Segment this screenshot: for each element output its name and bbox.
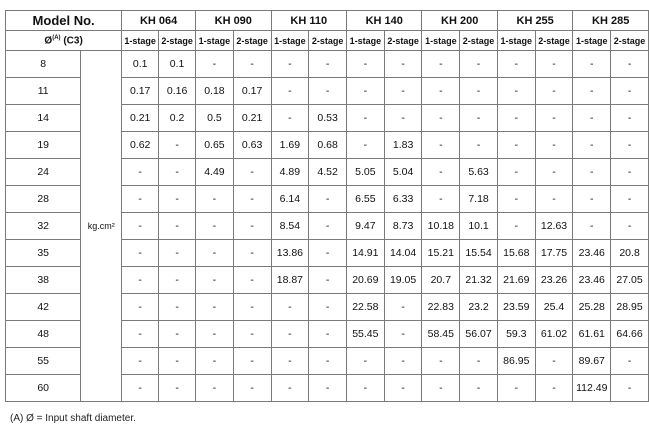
inertia-value-cell: 59.3 bbox=[497, 321, 535, 348]
inertia-value-cell: - bbox=[233, 321, 271, 348]
footnote: (A) Ø = Input shaft diameter. bbox=[10, 413, 136, 424]
stage-label: 1-stage bbox=[573, 31, 611, 51]
inertia-value-cell: - bbox=[233, 186, 271, 213]
inertia-value-cell: - bbox=[611, 132, 649, 159]
inertia-value-cell: - bbox=[196, 321, 234, 348]
stage-label: 1-stage bbox=[422, 31, 460, 51]
stage-label: 1-stage bbox=[271, 31, 309, 51]
inertia-value-cell: - bbox=[233, 213, 271, 240]
inertia-value-cell: 0.21 bbox=[233, 105, 271, 132]
inertia-value-cell: - bbox=[422, 78, 460, 105]
inertia-value-cell: - bbox=[346, 51, 384, 78]
stage-label: 1-stage bbox=[497, 31, 535, 51]
model-kh255: KH 255 bbox=[497, 11, 572, 31]
inertia-value-cell: 0.2 bbox=[159, 105, 196, 132]
stage-label: 1-stage bbox=[122, 31, 159, 51]
diameter-cell: 35 bbox=[6, 240, 81, 267]
model-kh090: KH 090 bbox=[196, 11, 271, 31]
inertia-value-cell: - bbox=[159, 294, 196, 321]
inertia-value-cell: 14.91 bbox=[346, 240, 384, 267]
inertia-value-cell: - bbox=[422, 159, 460, 186]
model-no-label: Model No. bbox=[6, 11, 122, 31]
inertia-value-cell: - bbox=[159, 375, 196, 402]
inertia-value-cell: - bbox=[346, 105, 384, 132]
inertia-value-cell: - bbox=[122, 375, 159, 402]
inertia-value-cell: 23.26 bbox=[535, 267, 573, 294]
inertia-value-cell: - bbox=[422, 105, 460, 132]
inertia-value-cell: - bbox=[309, 375, 347, 402]
inertia-value-cell: 5.04 bbox=[384, 159, 422, 186]
inertia-value-cell: - bbox=[309, 51, 347, 78]
stage-label: 2-stage bbox=[309, 31, 347, 51]
stage-label: 2-stage bbox=[611, 31, 649, 51]
inertia-value-cell: - bbox=[460, 78, 498, 105]
inertia-value-cell: - bbox=[233, 348, 271, 375]
diameter-cell: 32 bbox=[6, 213, 81, 240]
diameter-cell: 8 bbox=[6, 51, 81, 78]
inertia-value-cell: - bbox=[122, 348, 159, 375]
model-kh110: KH 110 bbox=[271, 11, 346, 31]
inertia-value-cell: - bbox=[196, 240, 234, 267]
inertia-value-cell: - bbox=[535, 132, 573, 159]
model-kh200: KH 200 bbox=[422, 11, 497, 31]
inertia-value-cell: 8.54 bbox=[271, 213, 309, 240]
inertia-value-cell: - bbox=[535, 348, 573, 375]
inertia-value-cell: - bbox=[271, 375, 309, 402]
inertia-value-cell: - bbox=[611, 51, 649, 78]
inertia-value-cell: - bbox=[535, 51, 573, 78]
inertia-spec-table bbox=[5, 10, 649, 402]
inertia-value-cell: - bbox=[159, 267, 196, 294]
inertia-value-cell: - bbox=[384, 375, 422, 402]
table-row bbox=[6, 51, 649, 78]
inertia-value-cell: 0.1 bbox=[159, 51, 196, 78]
inertia-value-cell: - bbox=[460, 375, 498, 402]
inertia-value-cell: - bbox=[460, 51, 498, 78]
inertia-value-cell: 22.83 bbox=[422, 294, 460, 321]
inertia-value-cell: 61.61 bbox=[573, 321, 611, 348]
inertia-value-cell: - bbox=[611, 348, 649, 375]
inertia-value-cell: - bbox=[497, 105, 535, 132]
inertia-value-cell: 10.18 bbox=[422, 213, 460, 240]
inertia-value-cell: 61.02 bbox=[535, 321, 573, 348]
inertia-value-cell: - bbox=[535, 159, 573, 186]
inertia-value-cell: - bbox=[159, 159, 196, 186]
inertia-value-cell: 23.59 bbox=[497, 294, 535, 321]
inertia-value-cell: - bbox=[159, 186, 196, 213]
inertia-value-cell: 0.62 bbox=[122, 132, 159, 159]
inertia-value-cell: - bbox=[384, 348, 422, 375]
inertia-value-cell: - bbox=[422, 186, 460, 213]
inertia-value-cell: - bbox=[346, 132, 384, 159]
inertia-value-cell: - bbox=[309, 213, 347, 240]
inertia-value-cell: - bbox=[384, 78, 422, 105]
inertia-value-cell: - bbox=[122, 240, 159, 267]
stage-header-row bbox=[6, 31, 649, 51]
inertia-value-cell: - bbox=[573, 51, 611, 78]
inertia-value-cell: 17.75 bbox=[535, 240, 573, 267]
inertia-value-cell: 0.53 bbox=[309, 105, 347, 132]
inertia-value-cell: - bbox=[196, 267, 234, 294]
model-kh064: KH 064 bbox=[122, 11, 196, 31]
inertia-value-cell: 7.18 bbox=[460, 186, 498, 213]
inertia-value-cell: - bbox=[611, 213, 649, 240]
inertia-value-cell: - bbox=[271, 51, 309, 78]
inertia-value-cell: - bbox=[159, 348, 196, 375]
inertia-value-cell: 6.14 bbox=[271, 186, 309, 213]
inertia-value-cell: 13.86 bbox=[271, 240, 309, 267]
inertia-value-cell: 15.54 bbox=[460, 240, 498, 267]
inertia-value-cell: 0.18 bbox=[196, 78, 234, 105]
inertia-value-cell: - bbox=[384, 294, 422, 321]
inertia-value-cell: - bbox=[460, 105, 498, 132]
inertia-value-cell: - bbox=[535, 78, 573, 105]
inertia-value-cell: 14.04 bbox=[384, 240, 422, 267]
inertia-value-cell: 19.05 bbox=[384, 267, 422, 294]
inertia-value-cell: 56.07 bbox=[460, 321, 498, 348]
inertia-value-cell: - bbox=[159, 240, 196, 267]
inertia-value-cell: 89.67 bbox=[573, 348, 611, 375]
inertia-value-cell: 55.45 bbox=[346, 321, 384, 348]
inertia-value-cell: - bbox=[422, 132, 460, 159]
inertia-value-cell: - bbox=[309, 78, 347, 105]
inertia-value-cell: - bbox=[611, 159, 649, 186]
inertia-value-cell: 12.63 bbox=[535, 213, 573, 240]
inertia-value-cell: 20.7 bbox=[422, 267, 460, 294]
inertia-value-cell: 5.63 bbox=[460, 159, 498, 186]
stage-label: 1-stage bbox=[196, 31, 234, 51]
inertia-value-cell: - bbox=[535, 186, 573, 213]
inertia-value-cell: - bbox=[573, 78, 611, 105]
inertia-value-cell: - bbox=[535, 375, 573, 402]
inertia-value-cell: 4.52 bbox=[309, 159, 347, 186]
stage-label: 1-stage bbox=[346, 31, 384, 51]
inertia-value-cell: 22.58 bbox=[346, 294, 384, 321]
diameter-symbol: Ø bbox=[44, 35, 53, 47]
diameter-cell: 19 bbox=[6, 132, 81, 159]
inertia-value-cell: 27.05 bbox=[611, 267, 649, 294]
diameter-header bbox=[6, 31, 122, 51]
inertia-value-cell: 25.4 bbox=[535, 294, 573, 321]
inertia-value-cell: - bbox=[122, 294, 159, 321]
stage-label: 2-stage bbox=[233, 31, 271, 51]
inertia-value-cell: - bbox=[422, 348, 460, 375]
inertia-value-cell: 0.21 bbox=[122, 105, 159, 132]
inertia-value-cell: - bbox=[122, 321, 159, 348]
inertia-value-cell: - bbox=[196, 375, 234, 402]
diameter-footnote-mark: (A) bbox=[52, 34, 61, 41]
inertia-value-cell: 15.68 bbox=[497, 240, 535, 267]
inertia-value-cell: 1.69 bbox=[271, 132, 309, 159]
diameter-cell: 48 bbox=[6, 321, 81, 348]
inertia-value-cell: 0.63 bbox=[233, 132, 271, 159]
inertia-value-cell: - bbox=[346, 78, 384, 105]
inertia-value-cell: - bbox=[573, 159, 611, 186]
diameter-cell: 38 bbox=[6, 267, 81, 294]
inertia-value-cell: - bbox=[384, 105, 422, 132]
inertia-value-cell: 0.65 bbox=[196, 132, 234, 159]
inertia-value-cell: - bbox=[159, 213, 196, 240]
inertia-value-cell: - bbox=[122, 213, 159, 240]
diameter-class: (C3) bbox=[63, 35, 83, 47]
stage-label: 2-stage bbox=[159, 31, 196, 51]
inertia-value-cell: - bbox=[122, 159, 159, 186]
inertia-value-cell: - bbox=[497, 78, 535, 105]
inertia-value-cell: 6.55 bbox=[346, 186, 384, 213]
inertia-value-cell: 23.46 bbox=[573, 267, 611, 294]
model-kh285: KH 285 bbox=[573, 11, 649, 31]
stage-label: 2-stage bbox=[535, 31, 573, 51]
inertia-value-cell: - bbox=[346, 348, 384, 375]
inertia-value-cell: - bbox=[233, 159, 271, 186]
inertia-value-cell: - bbox=[271, 105, 309, 132]
inertia-value-cell: - bbox=[233, 294, 271, 321]
inertia-value-cell: 0.17 bbox=[122, 78, 159, 105]
inertia-value-cell: 0.17 bbox=[233, 78, 271, 105]
inertia-value-cell: - bbox=[611, 186, 649, 213]
inertia-value-cell: - bbox=[196, 348, 234, 375]
diameter-cell: 24 bbox=[6, 159, 81, 186]
inertia-value-cell: - bbox=[309, 267, 347, 294]
diameter-cell: 42 bbox=[6, 294, 81, 321]
inertia-value-cell: - bbox=[271, 78, 309, 105]
inertia-value-cell: 4.89 bbox=[271, 159, 309, 186]
inertia-value-cell: - bbox=[460, 132, 498, 159]
model-header-row bbox=[6, 11, 649, 31]
diameter-cell: 11 bbox=[6, 78, 81, 105]
inertia-value-cell: 1.83 bbox=[384, 132, 422, 159]
inertia-value-cell: - bbox=[497, 159, 535, 186]
diameter-cell: 60 bbox=[6, 375, 81, 402]
inertia-value-cell: 0.1 bbox=[122, 51, 159, 78]
inertia-value-cell: 58.45 bbox=[422, 321, 460, 348]
inertia-value-cell: - bbox=[497, 51, 535, 78]
inertia-value-cell: 21.69 bbox=[497, 267, 535, 294]
inertia-value-cell: - bbox=[233, 267, 271, 294]
inertia-value-cell: - bbox=[346, 375, 384, 402]
inertia-value-cell: - bbox=[159, 132, 196, 159]
inertia-value-cell: - bbox=[271, 321, 309, 348]
inertia-value-cell: - bbox=[422, 51, 460, 78]
inertia-value-cell: - bbox=[611, 105, 649, 132]
inertia-value-cell: - bbox=[196, 51, 234, 78]
inertia-value-cell: 10.1 bbox=[460, 213, 498, 240]
inertia-value-cell: 8.73 bbox=[384, 213, 422, 240]
inertia-value-cell: - bbox=[233, 375, 271, 402]
inertia-value-cell: - bbox=[384, 321, 422, 348]
inertia-value-cell: - bbox=[233, 51, 271, 78]
inertia-value-cell: - bbox=[535, 105, 573, 132]
inertia-value-cell: - bbox=[573, 105, 611, 132]
inertia-value-cell: 0.16 bbox=[159, 78, 196, 105]
inertia-value-cell: - bbox=[497, 213, 535, 240]
inertia-value-cell: 0.68 bbox=[309, 132, 347, 159]
inertia-value-cell: - bbox=[384, 51, 422, 78]
inertia-value-cell: 23.2 bbox=[460, 294, 498, 321]
inertia-value-cell: - bbox=[122, 267, 159, 294]
inertia-value-cell: - bbox=[497, 186, 535, 213]
inertia-value-cell: 0.5 bbox=[196, 105, 234, 132]
inertia-value-cell: 28.95 bbox=[611, 294, 649, 321]
inertia-value-cell: 64.66 bbox=[611, 321, 649, 348]
inertia-value-cell: 5.05 bbox=[346, 159, 384, 186]
diameter-cell: 28 bbox=[6, 186, 81, 213]
inertia-value-cell: - bbox=[271, 294, 309, 321]
inertia-value-cell: - bbox=[573, 213, 611, 240]
inertia-value-cell: - bbox=[460, 348, 498, 375]
inertia-value-cell: 25.28 bbox=[573, 294, 611, 321]
inertia-value-cell: - bbox=[611, 78, 649, 105]
inertia-value-cell: - bbox=[611, 375, 649, 402]
inertia-value-cell: - bbox=[309, 294, 347, 321]
inertia-value-cell: - bbox=[271, 348, 309, 375]
inertia-value-cell: - bbox=[573, 186, 611, 213]
inertia-value-cell: - bbox=[422, 375, 460, 402]
inertia-value-cell: - bbox=[497, 375, 535, 402]
inertia-value-cell: 86.95 bbox=[497, 348, 535, 375]
inertia-value-cell: 23.46 bbox=[573, 240, 611, 267]
inertia-value-cell: 20.8 bbox=[611, 240, 649, 267]
inertia-value-cell: 9.47 bbox=[346, 213, 384, 240]
table-body bbox=[6, 51, 649, 402]
inertia-value-cell: - bbox=[309, 186, 347, 213]
inertia-value-cell: - bbox=[309, 321, 347, 348]
stage-label: 2-stage bbox=[384, 31, 422, 51]
inertia-value-cell: 4.49 bbox=[196, 159, 234, 186]
unit-cell: kg.cm² bbox=[81, 51, 122, 402]
inertia-value-cell: - bbox=[196, 294, 234, 321]
inertia-value-cell: - bbox=[497, 132, 535, 159]
inertia-value-cell: - bbox=[159, 321, 196, 348]
inertia-value-cell: - bbox=[196, 186, 234, 213]
diameter-cell: 55 bbox=[6, 348, 81, 375]
inertia-value-cell: 21.32 bbox=[460, 267, 498, 294]
inertia-value-cell: 6.33 bbox=[384, 186, 422, 213]
inertia-value-cell: 20.69 bbox=[346, 267, 384, 294]
inertia-value-cell: - bbox=[573, 132, 611, 159]
inertia-value-cell: 112.49 bbox=[573, 375, 611, 402]
stage-label: 2-stage bbox=[460, 31, 498, 51]
inertia-value-cell: - bbox=[309, 348, 347, 375]
inertia-value-cell: - bbox=[196, 213, 234, 240]
inertia-value-cell: - bbox=[233, 240, 271, 267]
inertia-value-cell: 18.87 bbox=[271, 267, 309, 294]
model-kh140: KH 140 bbox=[346, 11, 421, 31]
inertia-value-cell: - bbox=[122, 186, 159, 213]
diameter-cell: 14 bbox=[6, 105, 81, 132]
inertia-value-cell: 15.21 bbox=[422, 240, 460, 267]
inertia-value-cell: - bbox=[309, 240, 347, 267]
